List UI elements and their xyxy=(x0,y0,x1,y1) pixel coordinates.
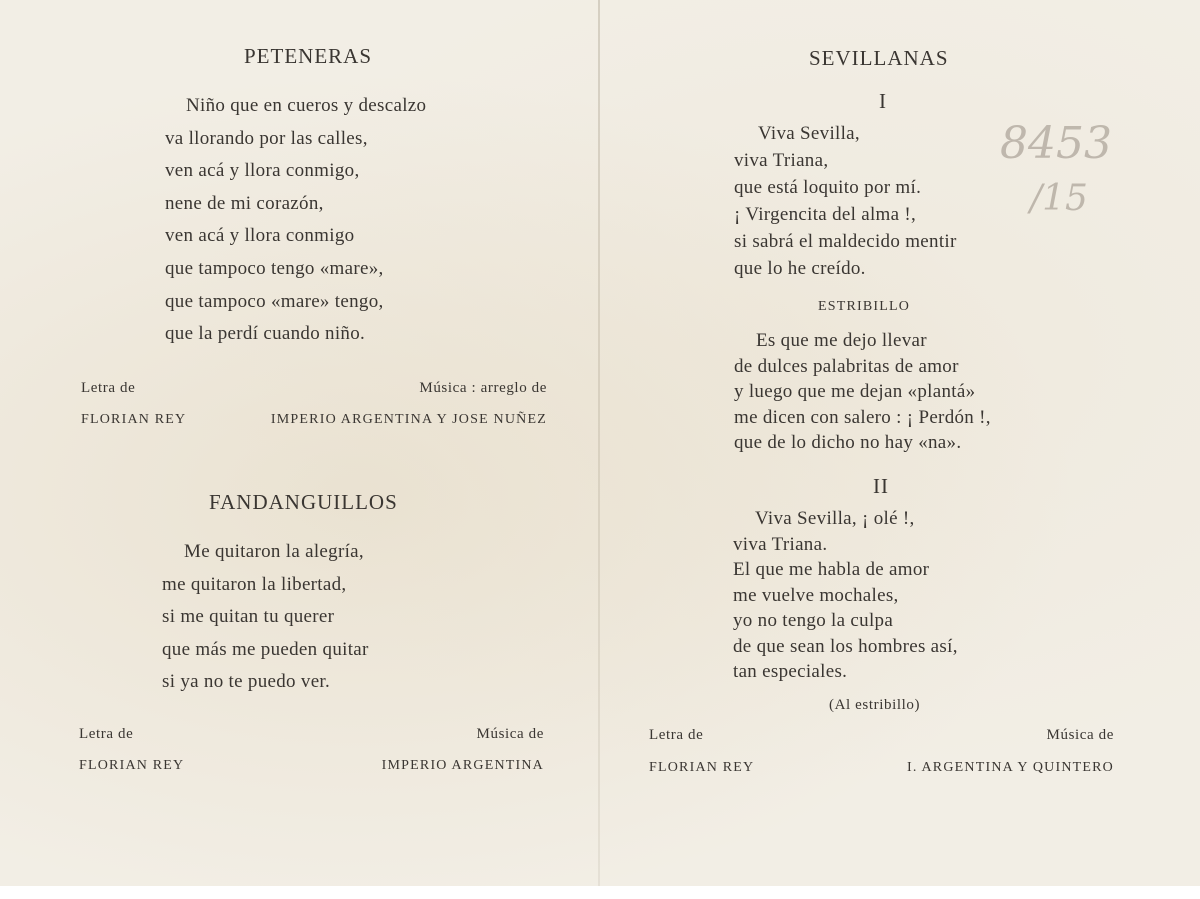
verse-line: ven acá y llora conmigo xyxy=(165,225,355,247)
verse-line: viva Triana. xyxy=(733,533,828,555)
peteneras-verse xyxy=(165,90,426,351)
verse-line: que tampoco «mare» tengo, xyxy=(165,290,384,312)
verse-line: si me quitan tu querer xyxy=(162,606,335,628)
verse-line: Niño que en cueros y descalzo xyxy=(186,95,427,116)
verse-line: que de lo dicho no hay «na». xyxy=(734,432,962,453)
sevillanas-refrain-label: ESTRIBILLO xyxy=(818,299,911,314)
sevillanas-composer: I. ARGENTINA Y QUINTERO xyxy=(907,760,1114,775)
fandanguillos-music-label: Música de xyxy=(476,726,544,742)
verse-line: nene de mi corazón, xyxy=(165,192,324,214)
sevillanas-refrain-verse xyxy=(734,328,991,456)
verse-line: que tampoco tengo «mare», xyxy=(165,257,384,279)
verse-line: Viva Sevilla, ¡ olé !, xyxy=(755,508,915,529)
pencil-number: 8453 xyxy=(1000,118,1112,169)
verse-line: tan especiales. xyxy=(733,661,848,682)
sevillanas-part2-verse xyxy=(733,506,958,685)
peteneras-composer: IMPERIO ARGENTINA Y JOSE NUÑEZ xyxy=(270,412,547,427)
sevillanas-refrain-note: (Al estribillo) xyxy=(829,697,921,713)
verse-line: va llorando por las calles, xyxy=(165,127,368,149)
sevillanas-lyrics-label: Letra de xyxy=(649,727,704,743)
verse-line: que más me pueden quitar xyxy=(162,638,369,660)
verse-line: viva Triana, xyxy=(734,150,829,171)
sevillanas-lyricist: FLORIAN REY xyxy=(649,760,755,775)
verse-line: me vuelve mochales, xyxy=(733,584,899,606)
verse-line: ¡ Virgencita del alma !, xyxy=(734,204,917,225)
verse-line: si sabrá el maldecido mentir xyxy=(734,231,957,252)
verse-line: de que sean los hombres así, xyxy=(733,635,958,657)
sevillanas-title: SEVILLANAS xyxy=(809,46,949,70)
verse-line: me dicen con salero : ¡ Perdón !, xyxy=(734,406,991,428)
fandanguillos-verse xyxy=(162,536,369,699)
verse-line: que está loquito por mí. xyxy=(734,177,922,198)
verse-line: y luego que me dejan «plantá» xyxy=(734,381,976,402)
pencil-fraction: /15 xyxy=(1030,178,1088,219)
verse-line: yo no tengo la culpa xyxy=(733,610,894,631)
fandanguillos-lyrics-label: Letra de xyxy=(79,726,134,742)
sevillanas-music-label: Música de xyxy=(1046,727,1114,743)
verse-line: Viva Sevilla, xyxy=(758,123,860,144)
scan-margin xyxy=(0,886,1200,899)
verse-line: que la perdí cuando niño. xyxy=(165,323,366,345)
fandanguillos-composer: IMPERIO ARGENTINA xyxy=(381,758,544,773)
peteneras-title: PETENERAS xyxy=(244,44,373,68)
verse-line: si ya no te puedo ver. xyxy=(162,671,331,693)
verse-line: Es que me dejo llevar xyxy=(756,330,927,351)
sevillanas-part1-verse xyxy=(734,120,957,282)
verse-line: de dulces palabritas de amor xyxy=(734,355,959,377)
fandanguillos-lyricist: FLORIAN REY xyxy=(79,758,185,773)
peteneras-lyricist: FLORIAN REY xyxy=(81,412,187,427)
verse-line: ven acá y llora conmigo, xyxy=(165,160,360,182)
page-fold xyxy=(598,0,600,899)
verse-line: me quitaron la libertad, xyxy=(162,573,347,595)
peteneras-lyrics-label: Letra de xyxy=(81,380,136,396)
verse-line: El que me habla de amor xyxy=(733,559,930,580)
verse-line: que lo he creído. xyxy=(734,258,866,279)
fandanguillos-title: FANDANGUILLOS xyxy=(209,490,398,514)
peteneras-music-label: Música : arreglo de xyxy=(419,380,547,396)
verse-line: Me quitaron la alegría, xyxy=(184,541,364,562)
sevillanas-part1-numeral: I xyxy=(879,89,887,113)
sevillanas-part2-numeral: II xyxy=(873,474,889,498)
